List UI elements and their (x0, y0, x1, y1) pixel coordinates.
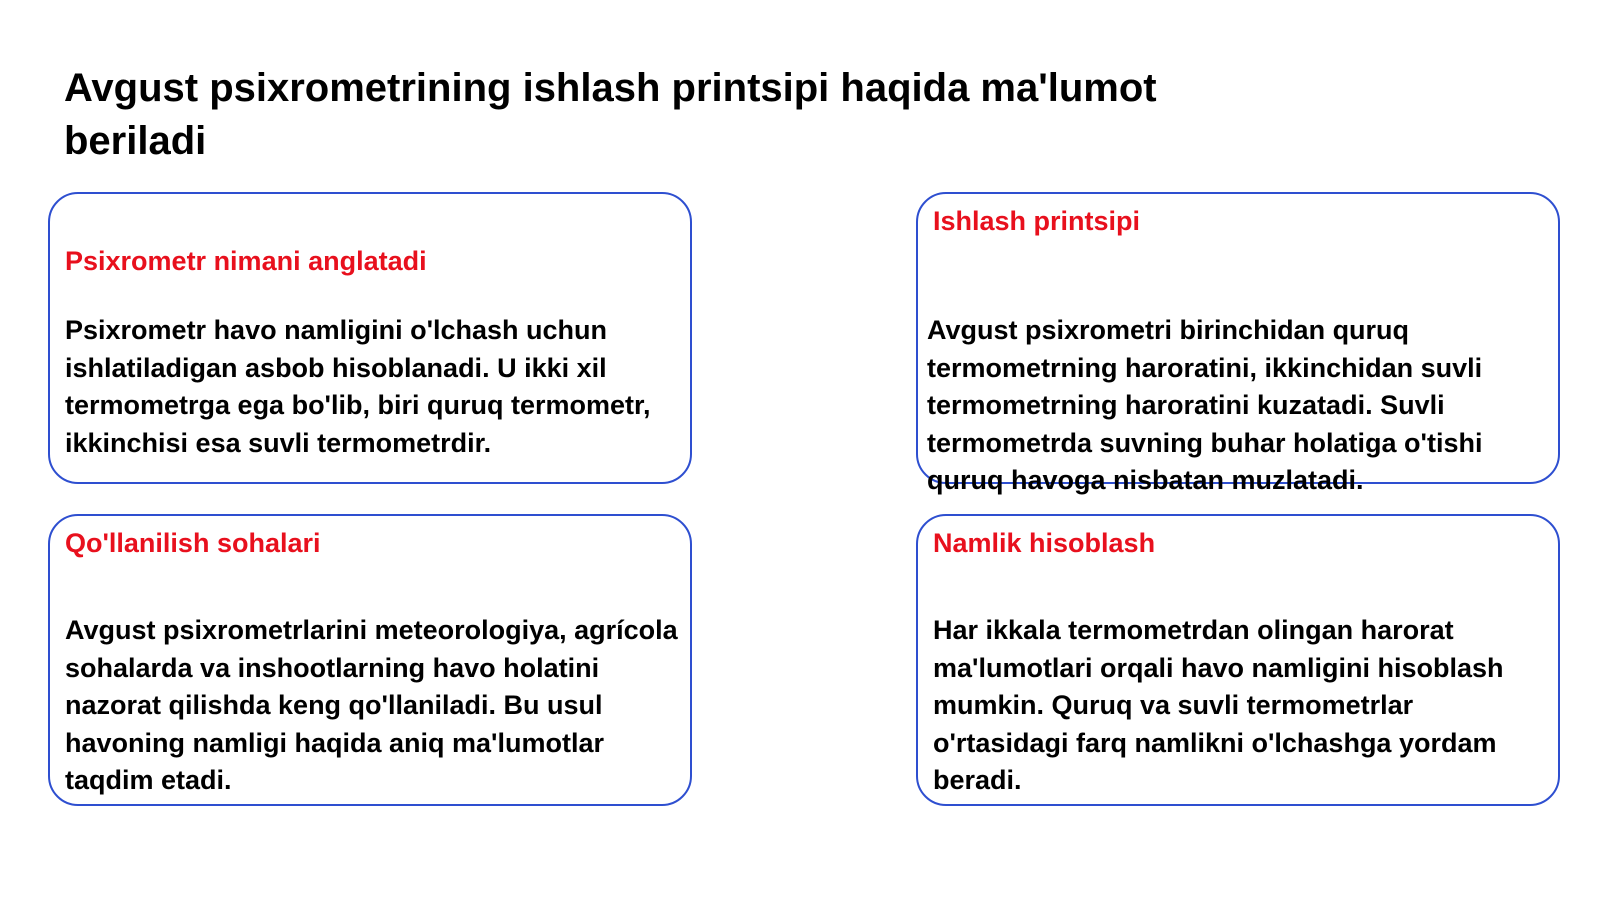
card-humidity-calculation (916, 514, 1560, 806)
card-body: Har ikkala termometrdan olingan harorat ma'lumotlari orqali havo namligini hisoblash mumkin. Quruq va suvli termometrlar o'rtasidagi farq namlikni o'lchashga yordam beradi. (933, 615, 1504, 795)
card-heading: Psixrometr nimani anglatadi (65, 246, 427, 276)
card-working-principle (916, 192, 1560, 495)
card-application-areas (48, 514, 692, 806)
card-what-is-psychrometer (48, 192, 692, 484)
card-body: Avgust psixrometrlarini meteorologiya, agrícola sohalarda va inshootlarning havo holatini nazorat qilishda keng qo'llaniladi. Bu usul havoning namligi haqida aniq ma'lumotlar taqdim etadi. (65, 615, 678, 795)
slide-title: Avgust psixrometrining ishlash printsipi haqida ma'lumot beriladi (64, 66, 1157, 163)
card-heading: Ishlash printsipi (933, 206, 1141, 236)
card-body: Avgust psixrometri birinchidan quruq termometrning haroratini, ikkinchidan suvli termometrning haroratini kuzatadi. Suvli termometrda suvning buhar holatiga o'tishi quruq havoga nisbatan muzlatadi. (927, 315, 1483, 495)
card-heading: Namlik hisoblash (933, 528, 1156, 558)
card-body: Psixrometr havo namligini o'lchash uchun ishlatiladigan asbob hisoblanadi. U ikki xil termometrga ega bo'lib, biri quruq termometr, ikkinchisi esa suvli termometrdir. (65, 315, 651, 458)
card-heading: Qo'llanilish sohalari (65, 528, 321, 558)
